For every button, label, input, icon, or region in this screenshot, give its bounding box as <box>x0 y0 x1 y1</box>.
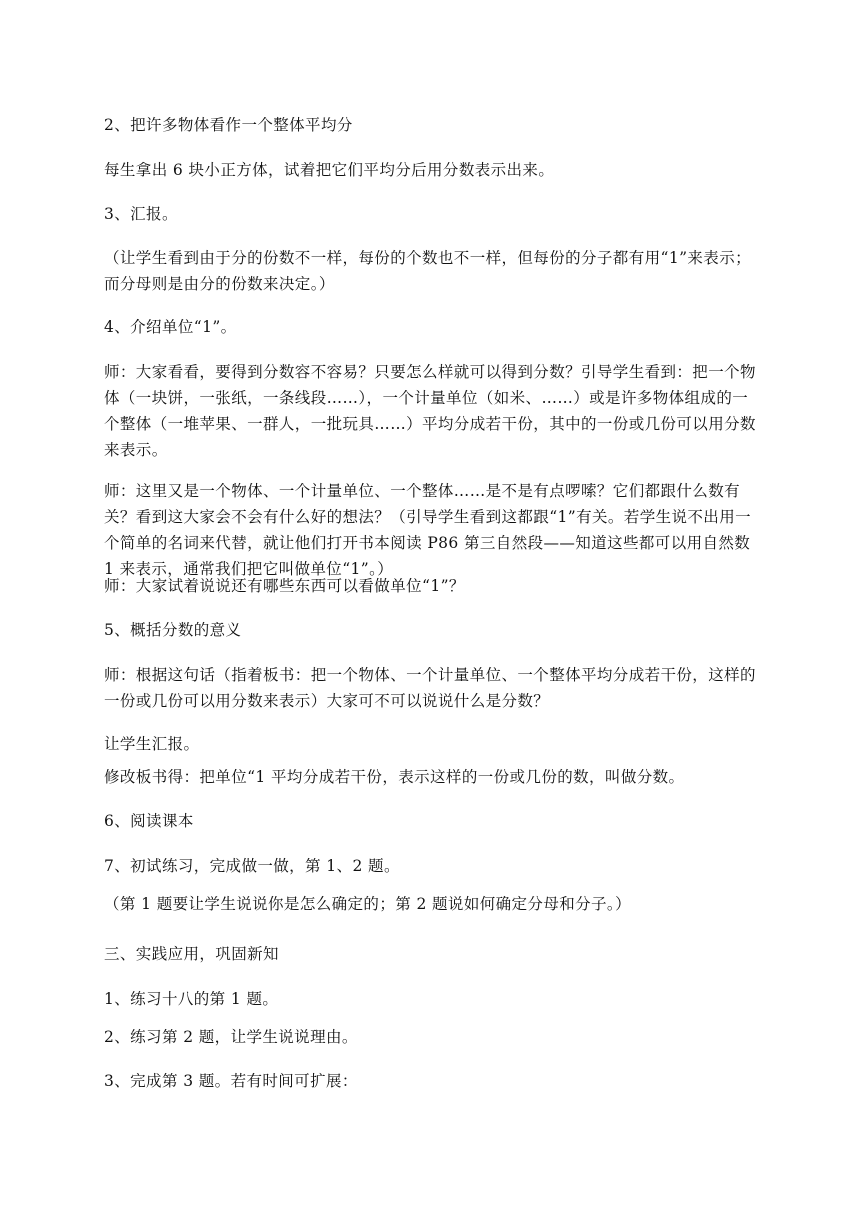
paragraph-section-3: 三、实践应用，巩固新知 <box>104 945 279 963</box>
paragraph-heading-6: 6、阅读课本 <box>104 812 194 830</box>
paragraph-note-2: （第 1 题要让学生说说你是怎么确定的；第 2 题说如何确定分母和分子。） <box>104 895 631 913</box>
paragraph-note: （让学生看到由于分的份数不一样，每份的个数也不一样，但每份的分子都有用“1”来表示；而分母则是由分的份数来决定。） <box>104 249 752 293</box>
paragraph-teacher-3: 师：大家试着说说还有哪些东西可以看做单位“1”？ <box>104 577 465 595</box>
paragraph-instruction: 每生拿出 6 块小正方体，试着把它们平均分后用分数表示出来。 <box>104 161 555 179</box>
paragraph-teacher-2: 师：这里又是一个物体、一个计量单位、一个整体……是不是有点啰嗦？它们都跟什么数有关？看到这大家会不会有什么好的想法？（引导学生看到这都跟“1”有关。若学生说不出用一个简单的名词来代替，就让他们打开书本阅读 P86 第三自然段——知道这些都可以用自然数 1 来表示，通常我们把它叫做单位“1”。） <box>104 482 752 578</box>
paragraph-report: 让学生汇报。 <box>104 735 200 753</box>
paragraph-heading-4: 4、介绍单位“1”。 <box>104 318 237 336</box>
paragraph-teacher-4: 师：根据这句话（指着板书：把一个物体、一个计量单位、一个整体平均分成若干份，这样的一份或几份可以用分数来表示）大家可不可以说说什么是分数？ <box>104 666 756 710</box>
paragraph-heading-3: 3、汇报。 <box>104 205 178 223</box>
paragraph-exercise-3: 3、完成第 3 题。若有时间可扩展： <box>104 1072 358 1090</box>
paragraph-definition: 修改板书得：把单位“1 平均分成若干份，表示这样的一份或几份的数，叫做分数。 <box>104 768 685 786</box>
paragraph-teacher-1: 师：大家看看，要得到分数容不容易？只要怎么样就可以得到分数？引导学生看到：把一个物体（一块饼，一张纸，一条线段……），一个计量单位（如米、……）或是许多物体组成的一个整体（一堆苹果、一群人，一批玩具……）平均分成若干份，其中的一份或几份可以用分数来表示。 <box>104 363 756 459</box>
paragraph-exercise-1: 1、练习十八的第 1 题。 <box>104 990 279 1008</box>
paragraph-heading-2: 2、把许多物体看作一个整体平均分 <box>104 116 353 134</box>
paragraph-heading-7: 7、初试练习，完成做一做，第 1、2 题。 <box>104 857 400 875</box>
paragraph-heading-5: 5、概括分数的意义 <box>104 621 242 639</box>
paragraph-exercise-2: 2、练习第 2 题，让学生说说理由。 <box>104 1028 358 1046</box>
